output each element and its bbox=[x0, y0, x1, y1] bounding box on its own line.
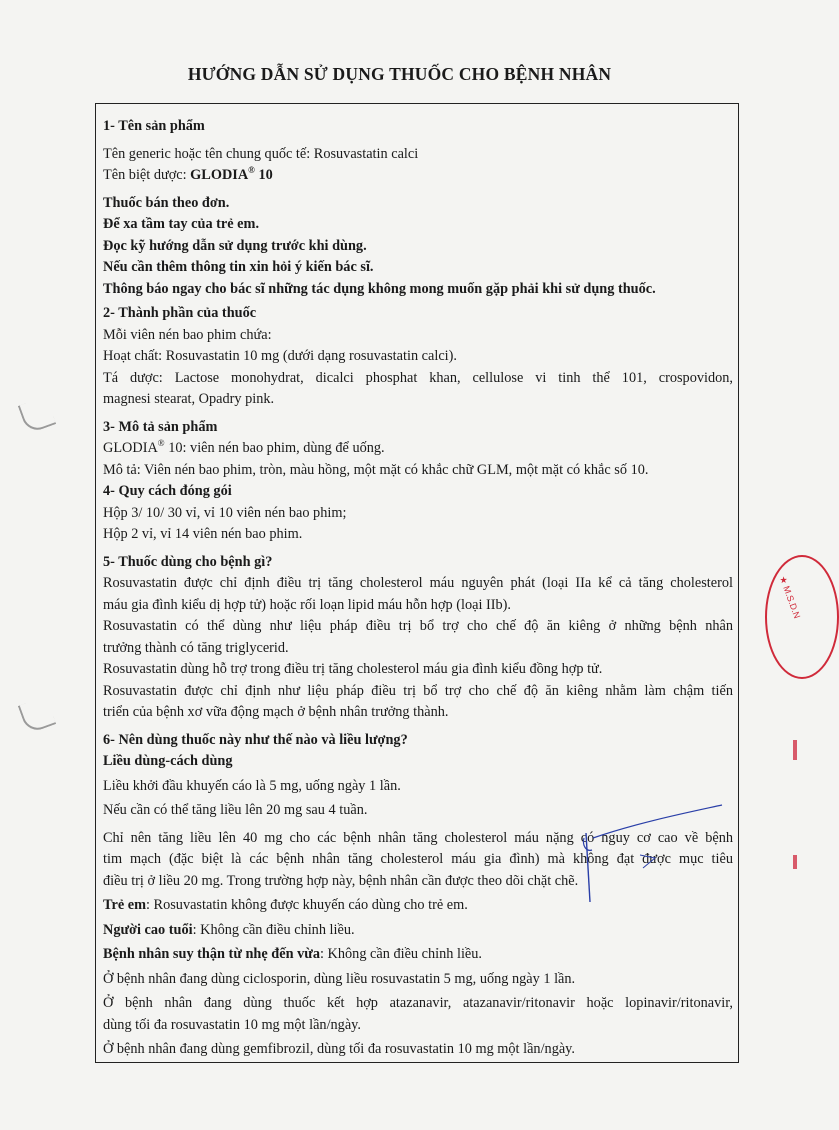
indication-line: Rosuvastatin được chỉ định như liệu pháp điều trị bổ trợ cho chế độ ăn kiêng nhằm làm chậm tiến bbox=[103, 682, 733, 699]
indication-line: Rosuvastatin được chỉ định điều trị tăng cholesterol máu nguyên phát (loại IIa kể cả tăng cholesterol bbox=[103, 575, 733, 591]
indication-line: Rosuvastatin có thể dùng như liệu pháp điều trị bổ trợ cho chế độ ăn kiêng ở những bệnh nhân bbox=[103, 618, 733, 634]
dosage-line: Liều khởi đầu khuyến cáo là 5 mg, uống ngày 1 lần. bbox=[103, 777, 401, 794]
warning-line: Nếu cần thêm thông tin xin hỏi ý kiến bác sĩ. bbox=[103, 259, 374, 275]
dosage-line: tim mạch (đặc biệt là các bệnh nhân tăng cholesterol máu gia đình) mà không đạt được mục tiêu bbox=[103, 851, 733, 867]
seal-stamp bbox=[765, 555, 839, 679]
gemfibrozil-dosage: Ở bệnh nhân đang dùng gemfibrozil, dùng tối đa rosuvastatin 10 mg một lần/ngày. bbox=[103, 1041, 575, 1057]
brand-name: GLODIA bbox=[190, 167, 249, 183]
children-text: : Rosuvastatin không được khuyến cáo dùng cho trẻ em. bbox=[146, 897, 468, 913]
children-dosage bbox=[103, 895, 733, 917]
children-label: Trẻ em bbox=[103, 897, 146, 913]
ciclosporin-dosage: Ở bệnh nhân đang dùng ciclosporin, dùng liều rosuvastatin 5 mg, uống ngày 1 lần. bbox=[103, 970, 576, 987]
composition-line: Hoạt chất: Rosuvastatin 10 mg (dưới dạng rosuvastatin calci). bbox=[103, 348, 457, 364]
composition-line: Mỗi viên nén bao phim chứa: bbox=[103, 326, 272, 343]
section-5-heading: 5- Thuốc dùng cho bệnh gì? bbox=[103, 553, 273, 570]
indication-line: triển của bệnh xơ vữa động mạch ở bệnh nhân trưởng thành. bbox=[103, 704, 449, 720]
seal-stamp-text: ★ M.S.D.N bbox=[777, 574, 803, 620]
indication-line: Rosuvastatin dùng hỗ trợ trong điều trị tăng cholesterol máu gia đình kiểu đồng hợp tử. bbox=[103, 661, 603, 677]
excipients-line: Tá dược: Lactose monohydrat, dicalci phosphat khan, cellulose vi tinh thể 101, crospovidon, bbox=[103, 369, 733, 386]
dosage-line: Chỉ nên tăng liều lên 40 mg cho các bệnh nhân tăng cholesterol máu nặng có nguy cơ cao về bệnh bbox=[103, 829, 733, 846]
dosage-line: điều trị ở liều 20 mg. Trong trường hợp này, bệnh nhân cần được theo dõi chặt chẽ. bbox=[103, 872, 579, 889]
elderly-text: : Không cần điều chỉnh liều. bbox=[192, 921, 355, 938]
renal-dosage bbox=[103, 944, 733, 966]
section-1-heading: 1- Tên sản phẩm bbox=[103, 118, 205, 134]
elderly-dosage bbox=[103, 920, 733, 942]
brand-prefix: Tên biệt dược: bbox=[103, 167, 191, 183]
section-3-heading: 3- Mô tả sản phẩm bbox=[103, 418, 218, 435]
dosage-line: Nếu cần có thể tăng liều lên 20 mg sau 4 tuần. bbox=[103, 802, 368, 818]
dosage-subheading: Liều dùng-cách dùng bbox=[103, 753, 233, 769]
packaging-line: Hộp 3/ 10/ 30 vỉ, vỉ 10 viên nén bao phim; bbox=[103, 504, 347, 521]
packaging-line: Hộp 2 vỉ, vỉ 14 viên nén bao phim. bbox=[103, 526, 303, 542]
elderly-label: Người cao tuổi bbox=[103, 921, 193, 938]
description-brand: GLODIA bbox=[103, 440, 158, 456]
description-reg-mark: ® bbox=[157, 438, 165, 449]
renal-label: Bệnh nhân suy thận từ nhẹ đến vừa bbox=[103, 946, 320, 962]
edge-mark bbox=[793, 855, 797, 869]
brand-name-line bbox=[103, 165, 733, 187]
warning-line: Để xa tầm tay của trẻ em. bbox=[103, 216, 260, 232]
description-line bbox=[103, 438, 733, 460]
warning-line: Thông báo ngay cho bác sĩ những tác dụng không mong muốn gặp phải khi sử dụng thuốc. bbox=[103, 280, 656, 297]
brand-strength: 10 bbox=[254, 167, 273, 183]
document-title: HƯỚNG DẪN SỬ DỤNG THUỐC CHO BỆNH NHÂN bbox=[187, 64, 612, 84]
indication-line: trưởng thành có tăng triglycerid. bbox=[103, 639, 289, 656]
brand-reg-mark: ® bbox=[248, 165, 255, 176]
atazanavir-dosage: dùng tối đa rosuvastatin 10 mg một lần/ngày. bbox=[103, 1016, 361, 1033]
punch-hole-mark bbox=[18, 696, 56, 734]
warning-line: Thuốc bán theo đơn. bbox=[103, 194, 230, 211]
section-4-heading: 4- Quy cách đóng gói bbox=[103, 483, 232, 499]
warning-line: Đọc kỹ hướng dẫn sử dụng trước khi dùng. bbox=[103, 237, 367, 254]
renal-text: : Không cần điều chỉnh liều. bbox=[320, 946, 482, 962]
section-2-heading: 2- Thành phần của thuốc bbox=[103, 305, 257, 321]
leaflet-content bbox=[103, 116, 733, 1061]
indication-line: máu gia đình kiểu dị hợp tử) hoặc rối loạn lipid máu hỗn hợp (loại IIb). bbox=[103, 596, 512, 613]
description-line: Mô tả: Viên nén bao phim, tròn, màu hồng, một mặt có khắc chữ GLM, một mặt có khắc số 10. bbox=[103, 461, 649, 478]
atazanavir-dosage: Ở bệnh nhân đang dùng thuốc kết hợp atazanavir, atazanavir/ritonavir hoặc lopinavir/ritonavir, bbox=[103, 995, 733, 1011]
excipients-line: magnesi stearat, Opadry pink. bbox=[103, 391, 275, 407]
description-form: 10: viên nén bao phim, dùng để uống. bbox=[164, 440, 385, 456]
edge-mark bbox=[793, 740, 797, 760]
generic-name: Tên generic hoặc tên chung quốc tế: Rosuvastatin calci bbox=[103, 145, 419, 162]
punch-hole-mark bbox=[18, 396, 56, 434]
section-6-heading: 6- Nên dùng thuốc này như thế nào và liều lượng? bbox=[103, 731, 408, 748]
